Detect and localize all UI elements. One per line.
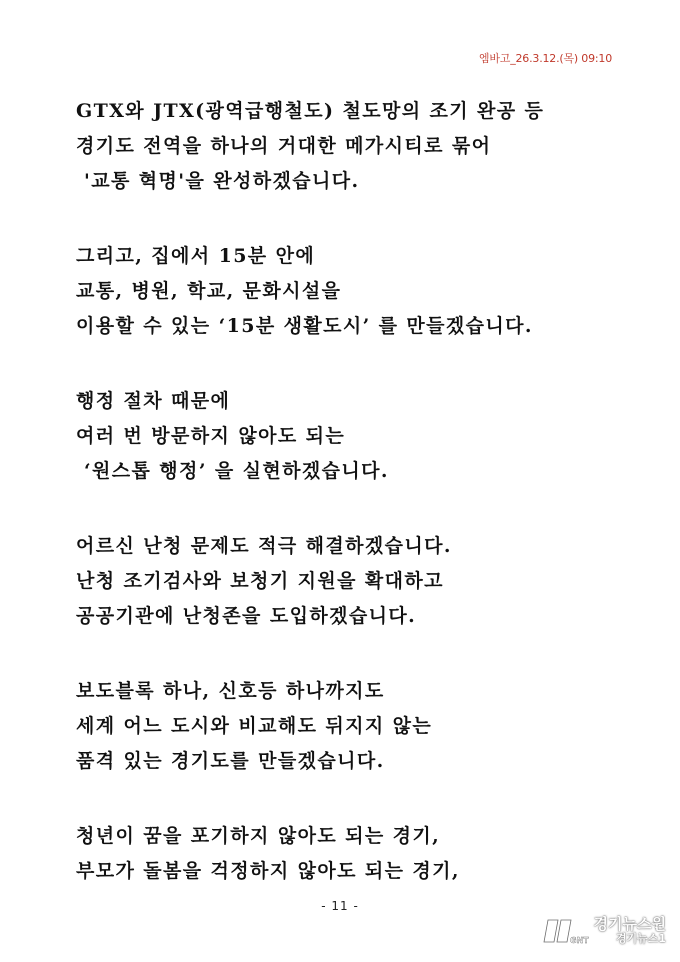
text-line: 교통, 병원, 학교, 문화시설을 <box>76 280 342 302</box>
text-line: 보도블록 하나, 신호등 하나까지도 <box>76 680 385 702</box>
paragraph-15min-city <box>76 239 616 344</box>
svg-text:GNT: GNT <box>569 936 589 945</box>
page-number: - 11 - <box>321 899 359 913</box>
text-line: 세계 어느 도시와 비교해도 뒤지지 않는 <box>76 715 433 737</box>
text-line: 난청 조기검사와 보청기 지원을 확대하고 <box>76 570 444 592</box>
text-line: '교통 혁명'을 완성하겠습니다. <box>76 170 360 192</box>
speech-body <box>76 94 616 929</box>
news-watermark <box>542 916 666 946</box>
watermark-subtitle: 경기뉴스1 <box>615 932 666 946</box>
paragraph-onestop-admin <box>76 384 616 489</box>
text-line: 품격 있는 경기도를 만들겠습니다. <box>76 750 385 772</box>
text-line: 경기도 전역을 하나의 거대한 메가시티로 묶어 <box>76 135 492 157</box>
text-line: ‘원스톱 행정’ 을 실현하겠습니다. <box>76 460 389 482</box>
text-line: 그리고, 집에서 15분 안에 <box>76 245 316 267</box>
text-line: 청년이 꿈을 포기하지 않아도 되는 경기, <box>76 825 441 847</box>
text-line: 공공기관에 난청존을 도입하겠습니다. <box>76 605 417 627</box>
text-line: 여러 번 방문하지 않아도 되는 <box>76 425 346 447</box>
text-line: 부모가 돌봄을 걱정하지 않아도 되는 경기, <box>76 860 460 882</box>
paragraph-city-quality <box>76 674 616 779</box>
paragraph-transport <box>76 94 616 199</box>
watermark-title: 경기뉴스원 <box>593 915 666 934</box>
paragraph-hearing-loss <box>76 529 616 634</box>
news-logo-icon <box>542 916 590 946</box>
paragraph-youth-parents <box>76 819 616 889</box>
text-line: 어르신 난청 문제도 적극 해결하겠습니다. <box>76 535 452 557</box>
text-line: GTX와 JTX(광역급행철도) 철도망의 조기 완공 등 <box>76 100 545 122</box>
text-line: 이용할 수 있는 ‘15분 생활도시’ 를 만들겠습니다. <box>76 315 533 337</box>
embargo-stamp: 엠바고_26.3.12.(목) 09:10 <box>478 52 612 65</box>
text-line: 행정 절차 때문에 <box>76 390 231 412</box>
